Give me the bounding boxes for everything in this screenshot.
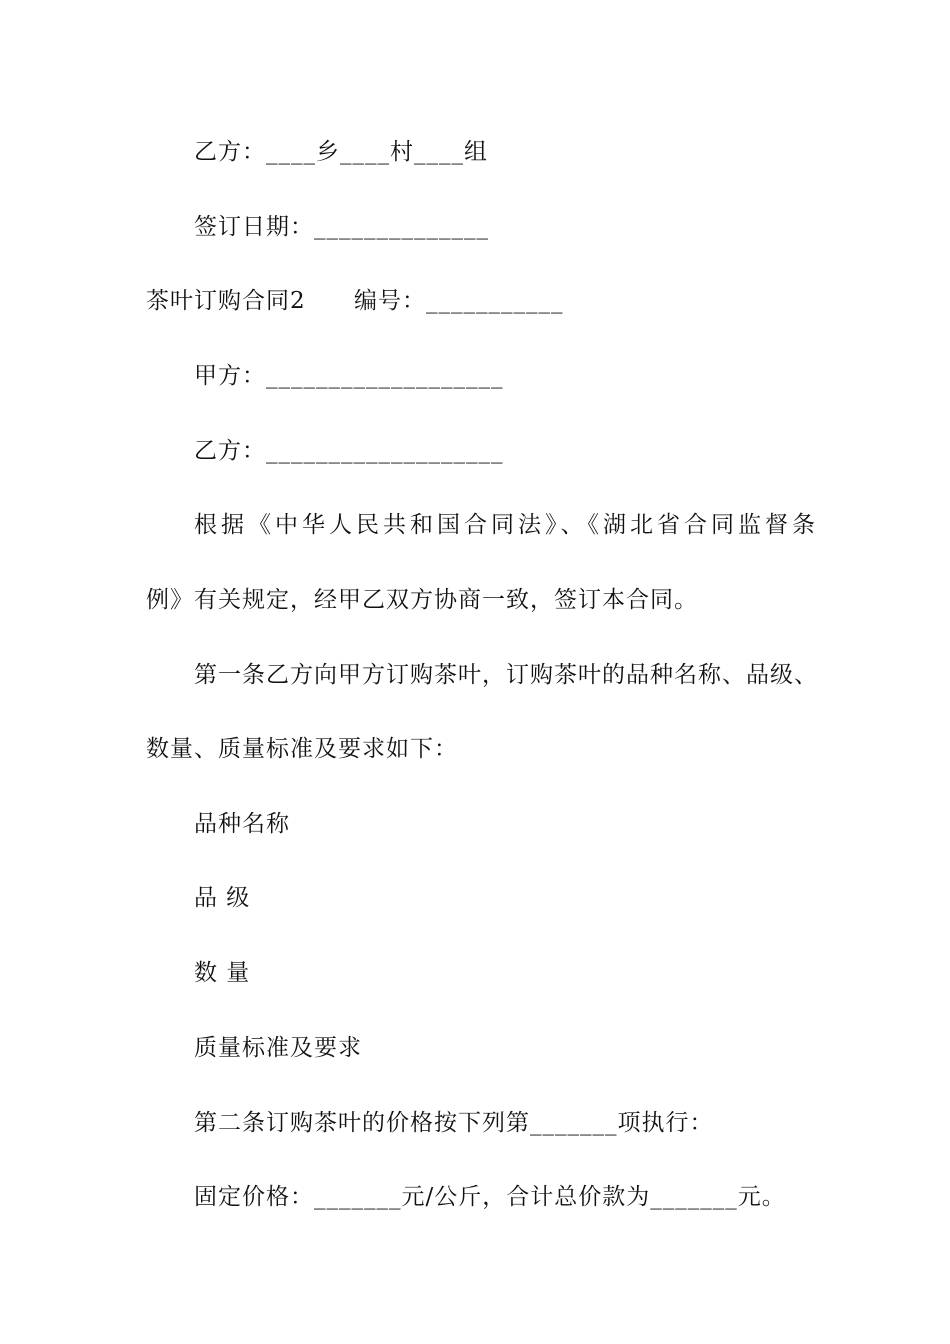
article-one-line-2: 数量、质量标准及要求如下： bbox=[146, 736, 458, 762]
contract-number-line: 编号：___________ bbox=[354, 288, 564, 314]
contract-title: 茶叶订购合同2 bbox=[146, 288, 306, 314]
item-grade: 品 级 bbox=[194, 885, 251, 911]
party-b-line: 乙方：___________________ bbox=[194, 438, 504, 464]
article-two-line: 第二条订购茶叶的价格按下列第_______项执行： bbox=[194, 1110, 714, 1136]
item-variety-name: 品种名称 bbox=[194, 811, 290, 837]
party-a-line: 甲方：___________________ bbox=[194, 363, 504, 389]
preamble-line-1: 根据《中华人民共和国合同法》、《湖北省合同监督条 bbox=[194, 512, 819, 538]
article-one-line-1: 第一条乙方向甲方订购茶叶，订购茶叶的品种名称、品级、 bbox=[194, 662, 818, 688]
signing-date-line: 签订日期：______________ bbox=[194, 214, 489, 240]
item-quality-standard: 质量标准及要求 bbox=[194, 1035, 362, 1061]
item-quantity: 数 量 bbox=[194, 960, 251, 986]
party-b-location-line: 乙方：____乡____村____组 bbox=[194, 139, 488, 165]
fixed-price-line: 固定价格：_______元/公斤，合计总价款为_______元。 bbox=[194, 1184, 786, 1210]
preamble-line-2: 例》有关规定，经甲乙双方协商一致，签订本合同。 bbox=[146, 587, 698, 613]
